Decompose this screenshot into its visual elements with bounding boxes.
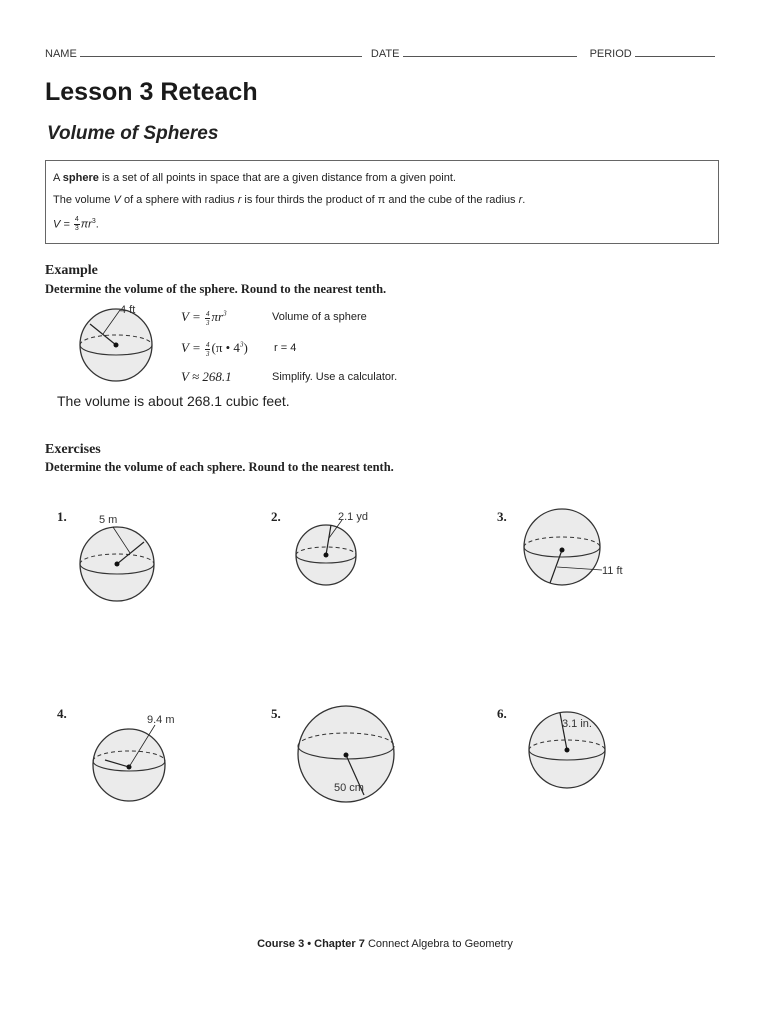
step-2-equation: V = $\frac{4}{3}$ (π • $4^3$) — [181, 340, 248, 358]
sphere-center — [324, 553, 329, 558]
exercise-5-label: 50 cm — [334, 782, 364, 794]
definition-formula: V = $\frac{4}{3}$ $\pi r^3$. — [53, 216, 99, 232]
definition-line-1: A sphere is a set of all points in space that are a given distance from a given point. — [53, 172, 456, 184]
sphere-center — [565, 748, 570, 753]
footer-course: Course 3 • Chapter 7 — [257, 938, 365, 950]
page-footer — [0, 938, 770, 950]
exercise-4-label: 9.4 m — [147, 714, 175, 726]
sphere-center — [114, 343, 119, 348]
step-2-note: r = 4 — [274, 342, 297, 354]
exercise-6-number: 6. — [497, 706, 507, 721]
example-heading: Example — [45, 263, 98, 278]
date-field[interactable] — [403, 47, 577, 57]
name-label: NAME — [45, 48, 77, 60]
exercise-2-number: 2. — [271, 509, 281, 524]
exercise-2-label: 2.1 yd — [338, 511, 368, 523]
definition-box — [45, 160, 719, 244]
name-field[interactable] — [80, 47, 362, 57]
sphere-center — [560, 548, 565, 553]
fraction: $\frac{4}{3}$ — [74, 216, 79, 232]
footer-text: Connect Algebra to Geometry — [367, 938, 513, 950]
definition-line-2: The volume V of a sphere with radius r is four thirds the product of π and the cube of the radius r. — [53, 194, 526, 206]
example-instruction: Determine the volume of the sphere. Round to the nearest tenth. — [45, 282, 387, 296]
step-1-equation: V = $\frac{4}{3}$ $\pi r^3$ — [181, 309, 227, 327]
page-subtitle: Volume of Spheres — [47, 123, 219, 144]
exercise-1-number: 1. — [57, 509, 67, 524]
exercise-3-label: 11 ft — [602, 565, 623, 577]
period-field[interactable] — [635, 47, 715, 57]
exercise-5-number: 5. — [271, 706, 281, 721]
step-3-note: Simplify. Use a calculator. — [272, 371, 398, 383]
example-result: The volume is about 268.1 cubic feet. — [57, 393, 290, 409]
exercise-2-sphere — [290, 505, 380, 595]
exercise-5-sphere — [294, 702, 404, 812]
exercise-3-number: 3. — [497, 509, 507, 524]
date-label: DATE — [370, 48, 400, 60]
sphere-radius-label: 4 ft — [120, 304, 136, 316]
step-3-equation: V ≈ 268.1 — [181, 369, 232, 384]
exercise-3-sphere — [520, 505, 650, 595]
exercise-6-sphere — [522, 705, 622, 795]
definition-term: sphere — [62, 172, 99, 184]
exercises-heading: Exercises — [45, 442, 101, 457]
exercise-4-number: 4. — [57, 706, 67, 721]
sphere-center — [344, 753, 349, 758]
page-title: Lesson 3 Reteach — [45, 78, 258, 106]
example-sphere-diagram — [70, 298, 170, 388]
sphere-center — [115, 562, 120, 567]
period-label: PERIOD — [589, 48, 632, 60]
exercise-1-sphere — [75, 505, 165, 605]
exercise-4-sphere — [85, 705, 195, 805]
exercise-6-label: 3.1 in. — [562, 718, 592, 730]
sphere-outline — [524, 509, 600, 585]
step-1-note: Volume of a sphere — [272, 311, 367, 323]
header-row — [45, 47, 725, 60]
exercise-1-label: 5 m — [99, 514, 118, 526]
exercises-instruction: Determine the volume of each sphere. Round to the nearest tenth. — [45, 460, 394, 474]
